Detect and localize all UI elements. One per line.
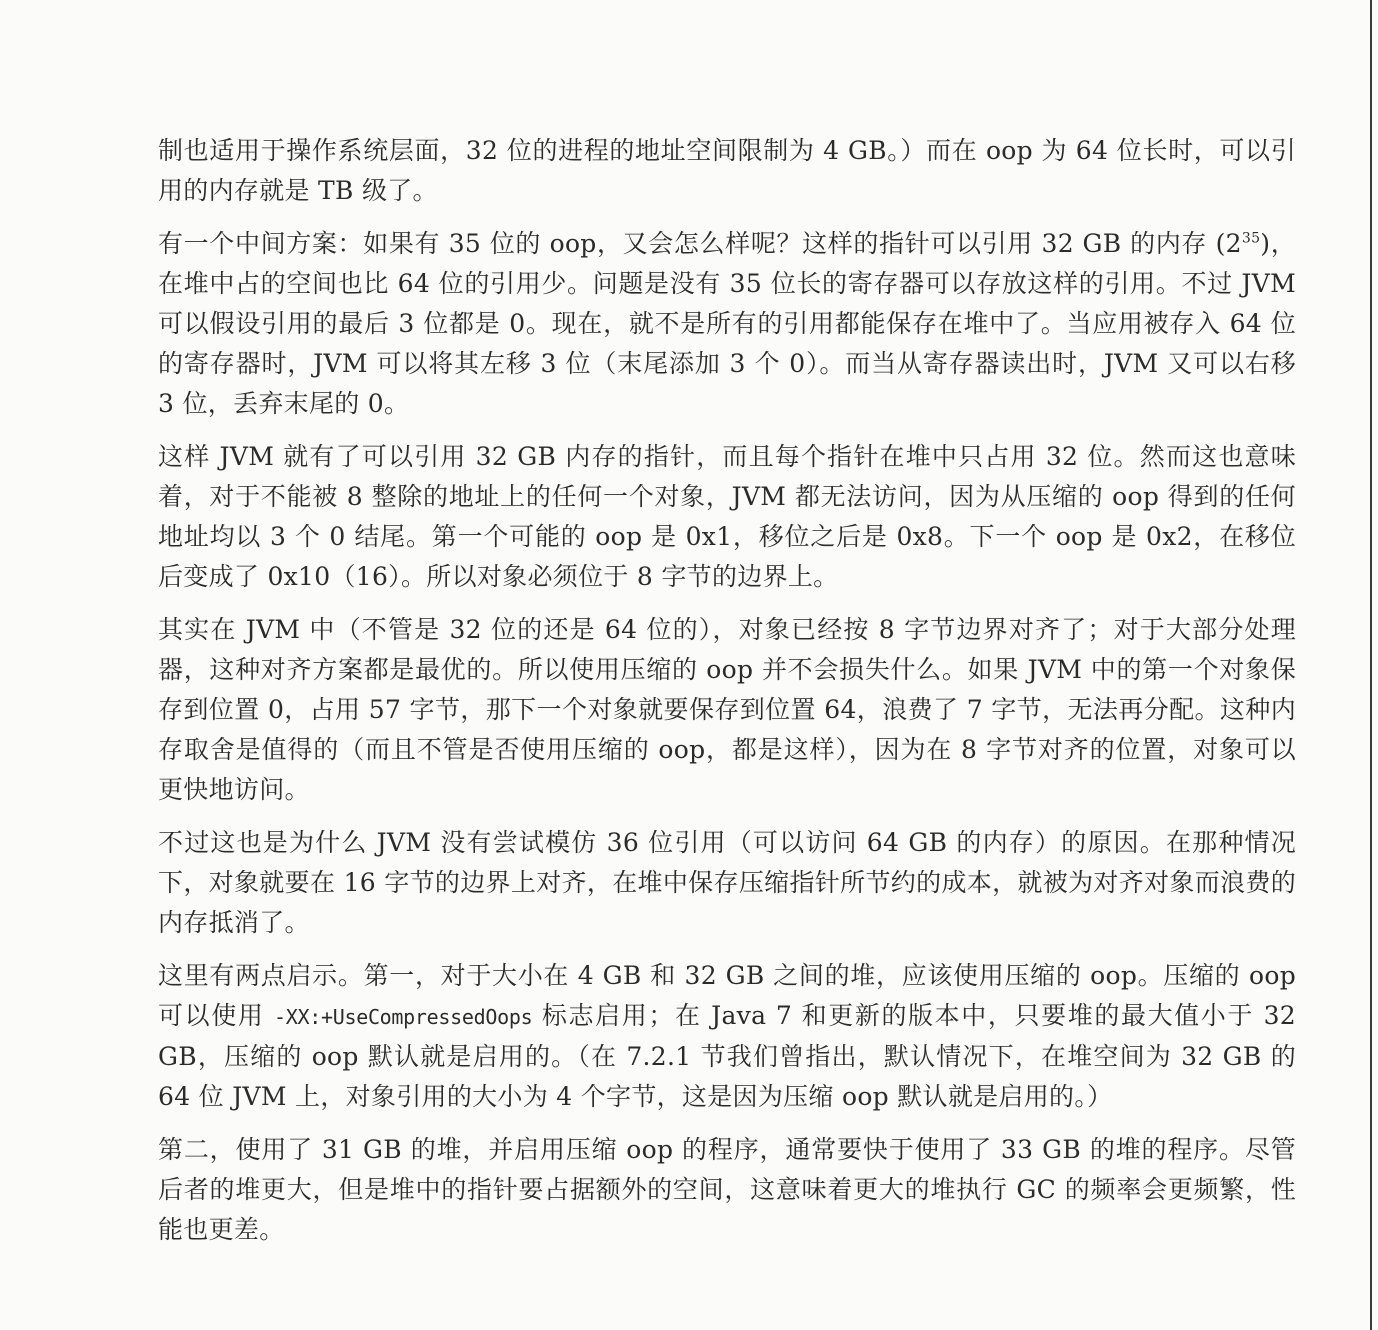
paragraph-1-text: 制也适用于操作系统层面，32 位的进程的地址空间限制为 4 GB。）而在 oop 为 64 位长时，可以引用的内存就是 TB 级了。 [158, 136, 1296, 205]
paragraph-5-text: 不过这也是为什么 JVM 没有尝试模仿 36 位引用（可以访问 64 GB 的内存）的原因。在那种情况下，对象就要在 16 字节的边界上对齐，在堆中保存压缩指针所节约的成本，就被为对齐对象而浪费的内存抵消了。 [158, 828, 1296, 937]
exponent-superscript: 35 [1241, 230, 1261, 247]
jvm-flag-code: -XX:+UseCompressedOops [274, 1005, 533, 1029]
paragraph-2-text-start: 有一个中间方案：如果有 35 位的 oop，又会怎么样呢？这样的指针可以引用 32 GB 的内存 (2 [158, 229, 1242, 258]
paragraph-6-text-end: 标志启用；在 Java 7 和更新的版本中，只要堆的最大值小于 32 GB，压缩的 oop 默认就是启用的。（在 7.2.1 节我们曾指出，默认情况下，在堆空间为 32 GB 的 64 位 JVM 上，对象引用的大小为 4 个字节，这是因为压缩 oop 默认就是启用的。） [158, 1001, 1296, 1111]
text-body [158, 131, 1296, 1263]
paragraph-1 [158, 131, 1296, 211]
paragraph-2-text-end: )，在堆中占的空间也比 64 位的引用少。问题是没有 35 位长的寄存器可以存放这样的引用。不过 JVM 可以假设引用的最后 3 位都是 0。现在，就不是所有的引用都能保存在堆中了。当应用被存入 64 位的寄存器时，JVM 可以将其左移 3 位（末尾添加 3 个 0）。而当从寄存器读出时，JVM 又可以右移 3 位，丢弃末尾的 0。 [158, 229, 1296, 418]
paragraph-5 [158, 823, 1296, 943]
paragraph-7 [158, 1130, 1296, 1250]
paragraph-3-text: 这样 JVM 就有了可以引用 32 GB 内存的指针，而且每个指针在堆中只占用 32 位。然而这也意味着，对于不能被 8 整除的地址上的任何一个对象，JVM 都无法访问，因为从压缩的 oop 得到的任何地址均以 3 个 0 结尾。第一个可能的 oop 是 0x1，移位之后是 0x8。下一个 oop 是 0x2，在移位后变成了 0x10（16）。所以对象必须位于 8 字节的边界上。 [158, 442, 1296, 591]
page-edge-line [1370, 0, 1372, 1330]
paragraph-6-text-start: 这里有两点启示。第一，对于大小在 4 GB 和 32 GB 之间的堆，应该使用压缩的 oop。压缩的 oop 可以使用 [158, 961, 1296, 1030]
paragraph-4 [158, 610, 1296, 810]
paragraph-2 [158, 224, 1296, 424]
paragraph-7-text: 第二，使用了 31 GB 的堆，并启用压缩 oop 的程序，通常要快于使用了 33 GB 的堆的程序。尽管后者的堆更大，但是堆中的指针要占据额外的空间，这意味着更大的堆执行 GC 的频率会更频繁，性能也更差。 [158, 1135, 1296, 1244]
paragraph-6 [158, 956, 1296, 1117]
paragraph-4-text: 其实在 JVM 中（不管是 32 位的还是 64 位的），对象已经按 8 字节边界对齐了；对于大部分处理器，这种对齐方案都是最优的。所以使用压缩的 oop 并不会损失什么。如果 JVM 中的第一个对象保存到位置 0，占用 57 字节，那下一个对象就要保存到位置 64，浪费了 7 字节，无法再分配。这种内存取舍是值得的（而且不管是否使用压缩的 oop，都是这样），因为在 8 字节对齐的位置，对象可以更快地访问。 [158, 615, 1296, 804]
paragraph-3 [158, 437, 1296, 597]
